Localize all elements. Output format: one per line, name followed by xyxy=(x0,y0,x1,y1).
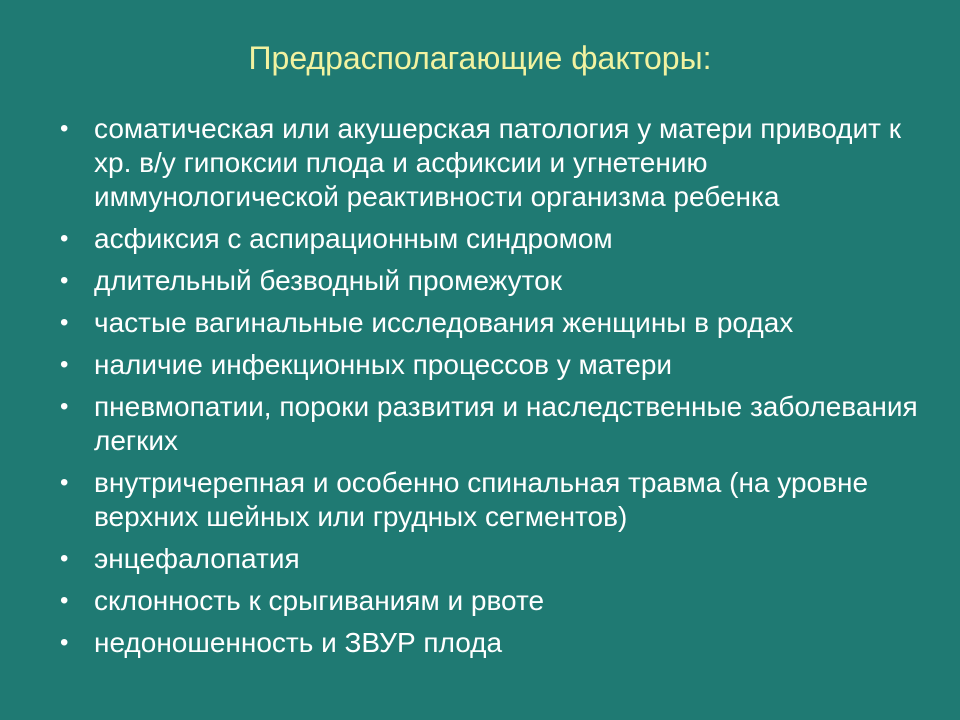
bullet-icon: • xyxy=(60,225,69,252)
list-item-text: частые вагинальные исследования женщины в родах xyxy=(94,307,794,338)
list-item-text: наличие инфекционных процессов у матери xyxy=(94,349,673,380)
bullet-icon: • xyxy=(60,545,69,572)
list-item xyxy=(60,466,930,534)
list-item xyxy=(60,264,930,298)
list-item xyxy=(60,348,930,382)
list-item-text: пневмопатии, пороки развития и наследственные заболевания легких xyxy=(94,391,918,456)
bullet-icon: • xyxy=(60,309,69,336)
bullet-icon: • xyxy=(60,587,69,614)
list-item xyxy=(60,222,930,256)
bullet-icon: • xyxy=(60,629,69,656)
bullet-icon: • xyxy=(60,267,69,294)
bullet-list xyxy=(60,112,930,668)
slide-title: Предрасполагающие факторы: xyxy=(248,40,712,76)
list-item-text: асфиксия с аспирационным синдромом xyxy=(94,223,613,254)
list-item-text: энцефалопатия xyxy=(94,543,300,574)
bullet-icon: • xyxy=(60,351,69,378)
list-item-text: соматическая или акушерская патология у матери приводит к хр. в/у гипоксии плода и асфиксии и угнетению иммунологической реактивности организма ребенка xyxy=(94,113,902,212)
bullet-icon: • xyxy=(60,469,69,496)
list-item-text: длительный безводный промежуток xyxy=(94,265,562,296)
list-item xyxy=(60,390,930,458)
bullet-icon: • xyxy=(60,393,69,420)
list-item xyxy=(60,584,930,618)
list-item-text: внутричерепная и особенно спинальная травма (на уровне верхних шейных или грудных сегментов) xyxy=(94,467,869,532)
list-item xyxy=(60,626,930,660)
list-item xyxy=(60,112,930,214)
list-item-text: недоношенность и ЗВУР плода xyxy=(94,627,503,658)
list-item xyxy=(60,542,930,576)
list-item-text: склонность к срыгиваниям и рвоте xyxy=(94,585,545,616)
bullet-icon: • xyxy=(60,115,69,142)
list-item xyxy=(60,306,930,340)
